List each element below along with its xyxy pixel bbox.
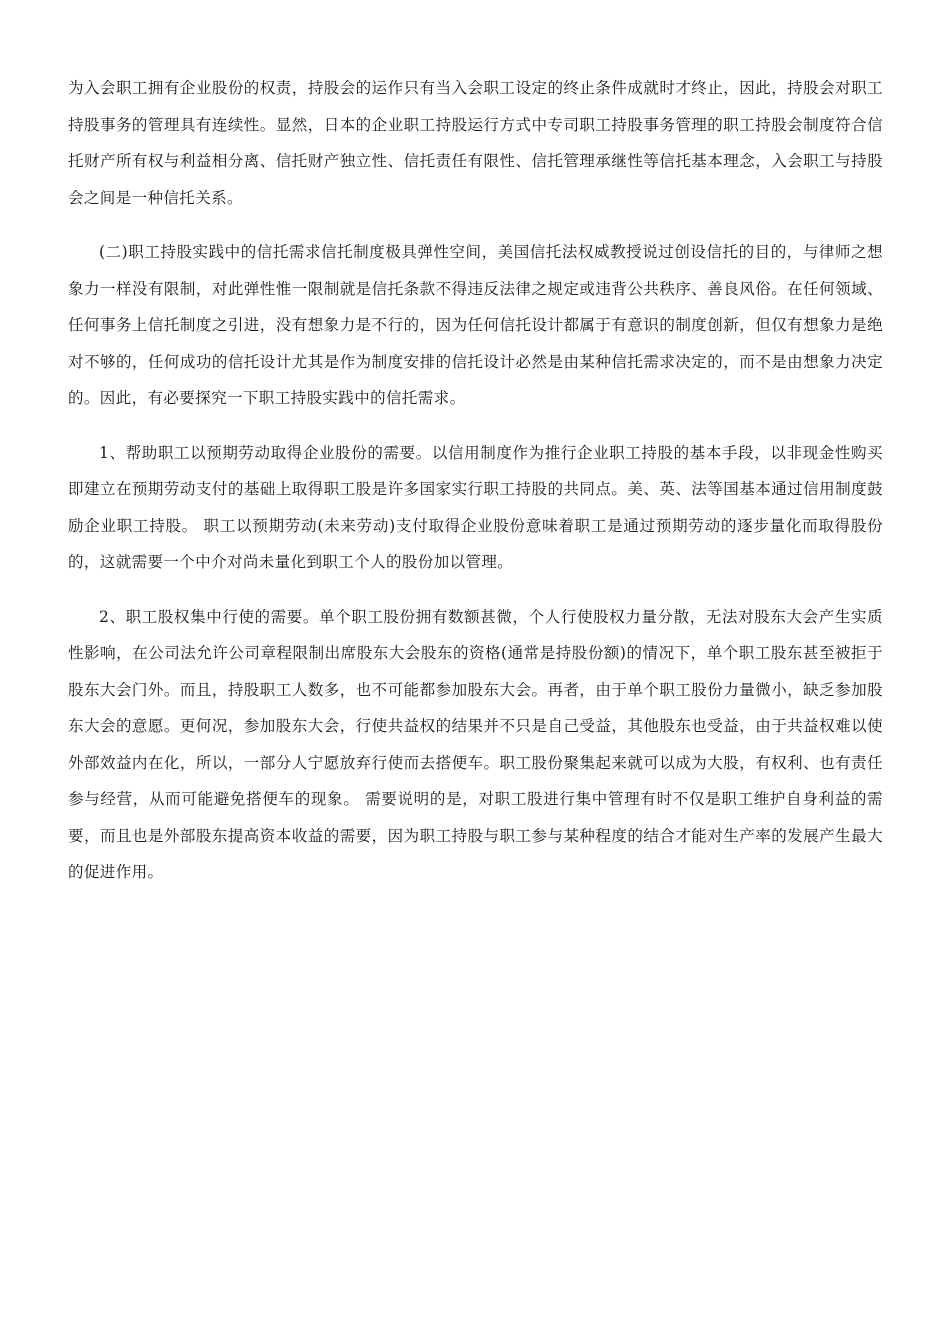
paragraph-trust-relationship: 为入会职工拥有企业股份的权责，持股会的运作只有当入会职工设定的终止条件成就时才终止，因此，持股会对职工持股事务的管理具有连续性。显然，日本的企业职工持股运行方式中专司职工持股事务管理的职工持股会制度符合信托财产所有权与利益相分离、信托财产独立性、信托责任有限性、信托管理承继性等信托基本理念，入会职工与持股会之间是一种信托关系。 (68, 79, 883, 207)
paragraph-gap (68, 216, 883, 234)
document-page (68, 70, 883, 891)
paragraph-point-1: 1、帮助职工以预期劳动取得企业股份的需要。以信用制度作为推行企业职工持股的基本手段，以非现金性购买即建立在预期劳动支付的基础上取得职工股是许多国家实行职工持股的共同点。美、英、法等国基本通过信用制度鼓励企业职工持股。 职工以预期劳动(未来劳动)支付取得企业股份意味着职工是通过预期劳动的逐步量化而取得股份的，这就需要一个中介对尚未量化到职工个人的股份加以管理。 (68, 443, 883, 571)
paragraph-gap (68, 581, 883, 599)
paragraph-trust-demand: (二)职工持股实践中的信托需求信托制度极具弹性空间，美国信托法权威教授说过创设信托的目的，与律师之想象力一样没有限制，对此弹性惟一限制就是信托条款不得违反法律之规定或违背公共秩序、善良风俗。在任何领域、任何事务上信托制度之引进，没有想象力是不行的，因为任何信托设计都属于有意识的制度创新，但仅有想象力是绝对不够的，任何成功的信托设计尤其是作为制度安排的信托设计必然是由某种信托需求决定的，而不是由想象力决定的。因此，有必要探究一下职工持股实践中的信托需求。 (68, 243, 883, 407)
paragraph-point-2: 2、职工股权集中行使的需要。单个职工股份拥有数额甚微，个人行使股权力量分散，无法对股东大会产生实质性影响，在公司法允许公司章程限制出席股东大会股东的资格(通常是持股份额)的情况下，单个职工股东甚至被拒于股东大会门外。而且，持股职工人数多，也不可能都参加股东大会。再者，由于单个职工股份力量微小，缺乏参加股东大会的意愿。更何况，参加股东大会，行使共益权的结果并不只是自己受益，其他股东也受益，由于共益权难以使外部效益内在化，所以，一部分人宁愿放弃行使而去搭便车。职工股份聚集起来就可以成为大股，有权利、也有责任参与经营，从而可能避免搭便车的现象。 需要说明的是，对职工股进行集中管理有时不仅是职工维护自身利益的需要，而且也是外部股东提高资本收益的需要，因为职工持股与职工参与某种程度的结合才能对生产率的发展产生最大的促进作用。 (68, 607, 883, 881)
paragraph-gap (68, 417, 883, 435)
